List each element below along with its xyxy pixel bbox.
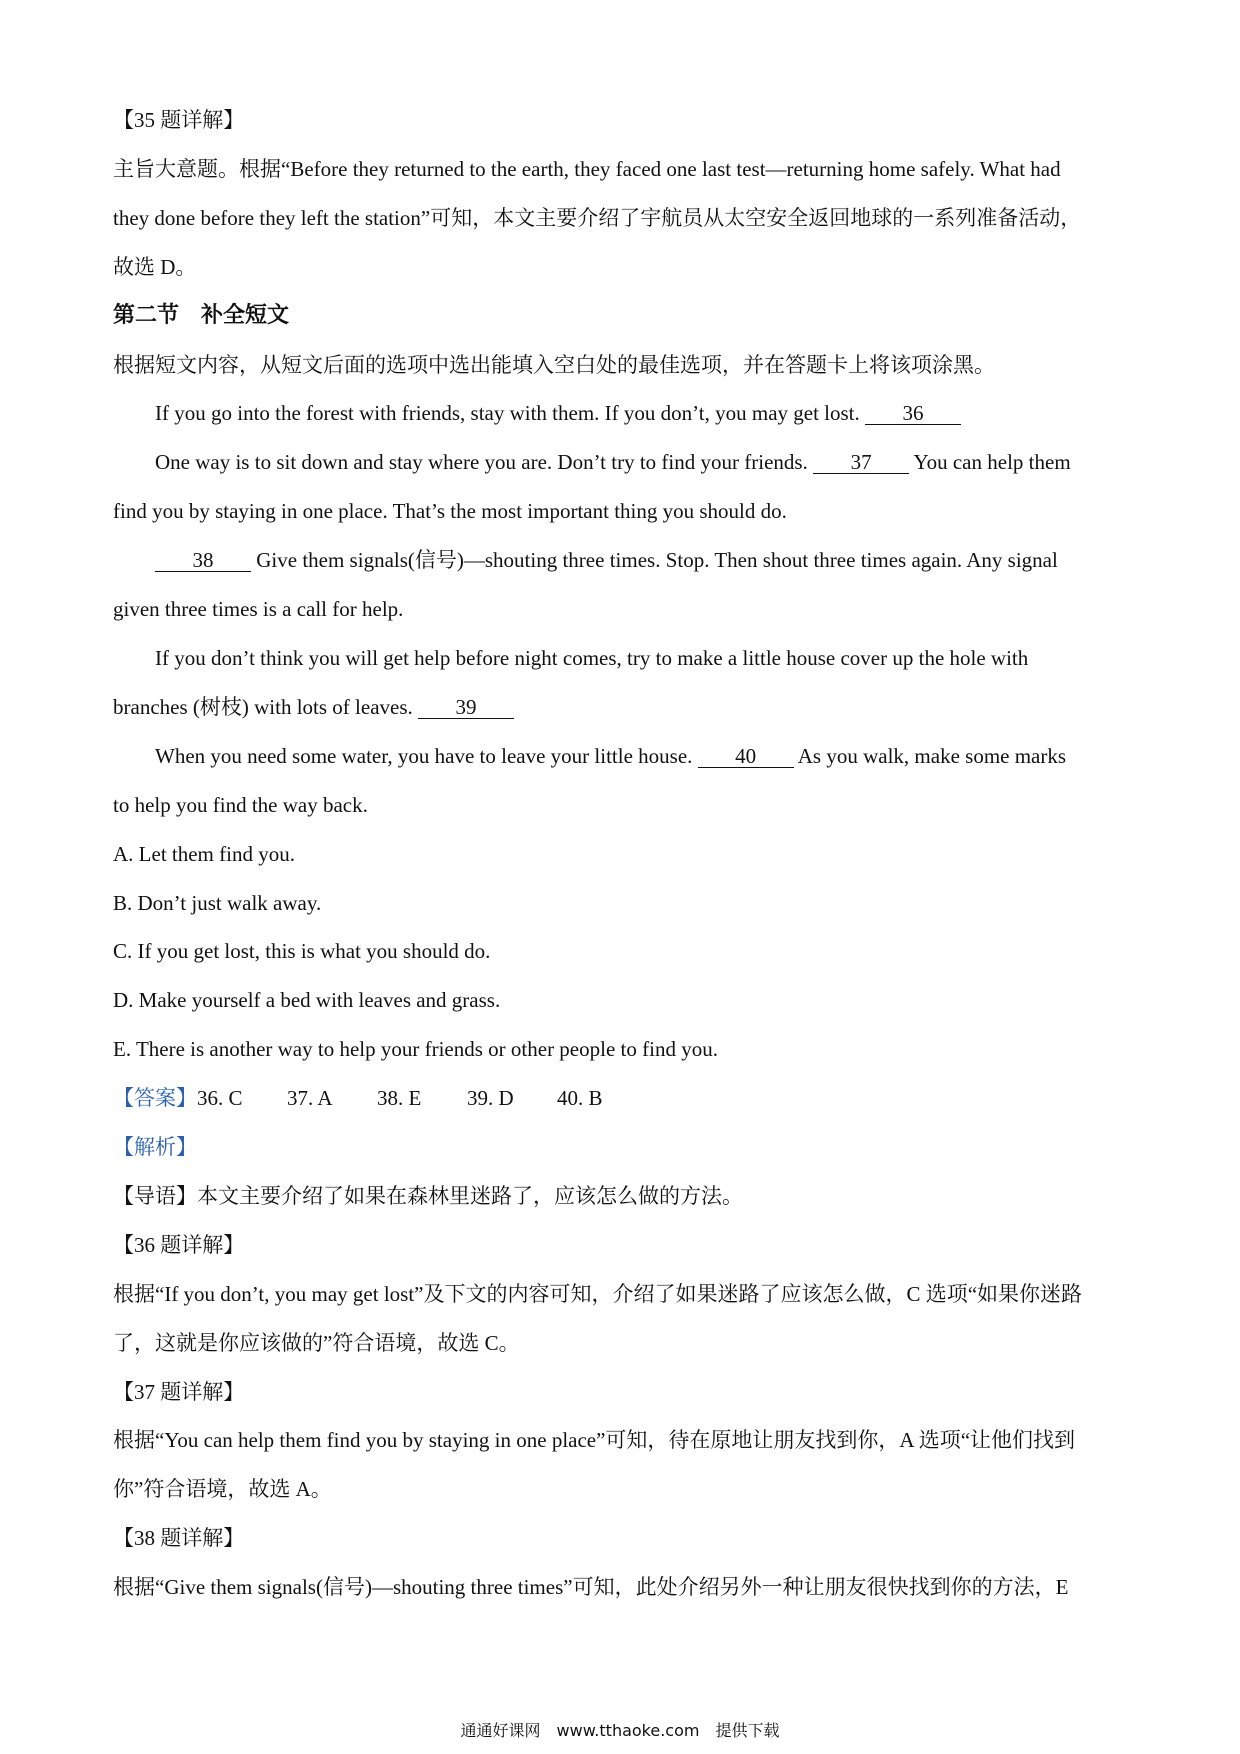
- q35-text-line: 故选 D。: [113, 254, 197, 279]
- document-body: [113, 96, 1123, 1612]
- passage-text: You can help them: [909, 450, 1071, 475]
- answer-item: 37. A: [287, 1086, 333, 1111]
- q35-header: 【35 题详解】: [113, 108, 245, 132]
- option-d: D. Make yourself a bed with leaves and grass.: [113, 988, 501, 1013]
- passage-line: given three times is a call for help.: [113, 597, 404, 622]
- passage-line: [113, 389, 1123, 438]
- passage-text: As you walk, make some marks: [793, 743, 1067, 768]
- q38-header: 【38 题详解】: [113, 1526, 245, 1551]
- passage-text: branches (树枝) with lots of leaves.: [113, 694, 419, 719]
- q36-text-line: 根据“If you don’t, you may get lost”及下文的内容可知，介绍了如果迷路了应该怎么做，C 选项“如果你迷路: [113, 1281, 1083, 1306]
- answer-label: 【答案】: [113, 1086, 197, 1111]
- answer-line: [113, 1074, 1123, 1123]
- q35-text-line: they done before they left the station”可知，本文主要介绍了宇航员从太空安全返回地球的一系列准备活动，: [113, 205, 1082, 230]
- passage-line: If you don’t think you will get help before night comes, try to make a little house cover up the hole with: [155, 645, 1029, 670]
- answer-item: 36. C: [197, 1086, 243, 1111]
- passage-line: [113, 683, 1123, 732]
- passage-line: find you by staying in one place. That’s the most important thing you should do.: [113, 499, 787, 524]
- blank-36: 36: [865, 402, 961, 425]
- answer-item: 40. B: [557, 1086, 603, 1111]
- option-e: E. There is another way to help your friends or other people to find you.: [113, 1037, 718, 1062]
- passage-line: [113, 438, 1123, 487]
- q37-header: 【37 题详解】: [113, 1379, 245, 1404]
- passage-line: [113, 536, 1123, 585]
- instruction: 根据短文内容，从短文后面的选项中选出能填入空白处的最佳选项，并在答题卡上将该项涂黑。: [113, 352, 995, 377]
- q36-header: 【36 题详解】: [113, 1232, 245, 1257]
- passage-text: When you need some water, you have to leave your little house.: [155, 743, 698, 768]
- answer-item: 38. E: [377, 1086, 422, 1111]
- passage-line: [113, 732, 1123, 781]
- answer-item: 39. D: [467, 1086, 514, 1111]
- q36-text-line: 了，这就是你应该做的”符合语境，故选 C。: [113, 1330, 520, 1355]
- passage-line: to help you find the way back.: [113, 792, 368, 817]
- passage-text: One way is to sit down and stay where you are. Don’t try to find your friends.: [155, 450, 814, 475]
- footer-watermark: 通通好课网 www.tthaoke.com 提供下载: [460, 1721, 780, 1740]
- passage-text: If you go into the forest with friends, stay with them. If you don’t, you may get lost.: [155, 401, 866, 426]
- section-title: 第二节 补全短文: [113, 302, 290, 328]
- blank-39: 39: [418, 696, 514, 719]
- analysis-label: 【解析】: [113, 1135, 197, 1160]
- blank-40: 40: [698, 745, 794, 768]
- option-b: B. Don’t just walk away.: [113, 890, 322, 915]
- option-c: C. If you get lost, this is what you should do.: [113, 939, 491, 964]
- q37-text-line: 根据“You can help them find you by staying in one place”可知，待在原地让朋友找到你，A 选项“让他们找到: [113, 1428, 1076, 1453]
- passage-text: Give them signals(信号)—shouting three times. Stop. Then shout three times again. Any signal: [251, 548, 1058, 573]
- q37-text-line: 你”符合语境，故选 A。: [113, 1477, 332, 1502]
- blank-37: 37: [813, 451, 909, 474]
- option-a: A. Let them find you.: [113, 841, 295, 866]
- q38-text-line: 根据“Give them signals(信号)—shouting three times”可知，此处介绍另外一种让朋友很快找到你的方法，E: [113, 1575, 1069, 1600]
- q35-text-line: 主旨大意题。根据“Before they returned to the earth, they faced one last test—returning home safely. What had: [113, 156, 1061, 181]
- blank-38: 38: [155, 549, 251, 572]
- guide-text: 【导语】本文主要介绍了如果在森林里迷路了，应该怎么做的方法。: [113, 1183, 743, 1208]
